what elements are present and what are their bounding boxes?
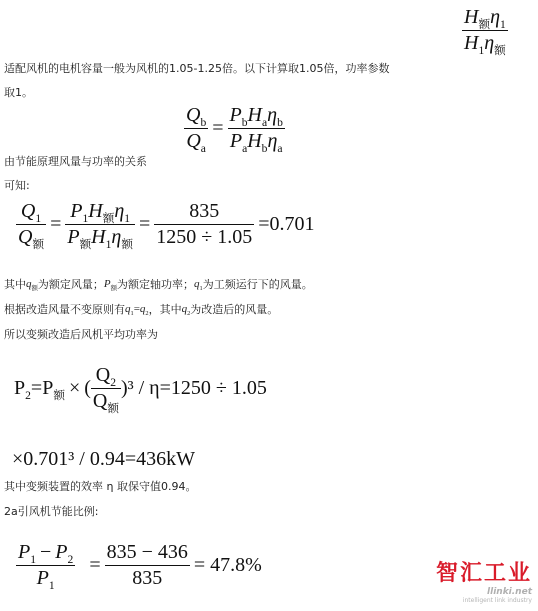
subscript-1: 1 [35, 212, 42, 226]
subscript-1: 1 [478, 44, 485, 58]
subscript-rated: 额 [478, 18, 491, 32]
subscript-1: 1 [48, 579, 55, 593]
fraction-bar [154, 224, 254, 225]
symbol-q: Q [95, 364, 111, 386]
subscript-1: 1 [130, 309, 134, 317]
paragraph-motor-capacity: 适配风机的电机容量一般为风机的1.05-1.25倍。以下计算取1.05倍，功率参数 [4, 62, 390, 75]
subscript-1: 1 [105, 238, 112, 252]
note-efficiency: 其中变频装置的效率 η 取保守值0.94。 [4, 480, 197, 493]
subscript-1: 1 [82, 212, 89, 226]
symbol-h: H [247, 130, 262, 152]
subscript-1: 1 [30, 553, 37, 567]
subscript-b: b [241, 116, 248, 130]
fraction-bar [105, 565, 190, 566]
paragraph-take-one: 取1。 [4, 86, 33, 99]
equals-sign: = [133, 303, 140, 315]
subscript-rated: 额 [53, 389, 65, 403]
formula-flow-power [184, 104, 285, 156]
symbol-q1 [194, 277, 203, 293]
symbol-q-small: q [194, 278, 200, 290]
symbol-q-small: q [181, 303, 188, 315]
paragraph-known: 可知: [4, 179, 30, 192]
symbol-p: P [103, 278, 111, 290]
minus-sign: − [40, 541, 52, 563]
subscript-a: a [242, 142, 248, 156]
equals-sign: = [89, 554, 101, 576]
subscript-b: b [200, 116, 207, 130]
subscript-2: 2 [187, 309, 191, 317]
symbol-h: H [464, 32, 479, 54]
paragraph-energy-principle: 由节能原理风量与功率的关系 [4, 155, 147, 168]
symbol-q: Q [92, 390, 108, 412]
symbol-p: P [229, 130, 243, 152]
logo-domain: llinki.net [487, 587, 532, 597]
formula-saving-ratio [16, 541, 266, 593]
note-text: ，其中 [148, 303, 182, 316]
symbol-p2 [14, 377, 31, 403]
param-fraction [462, 6, 508, 58]
symbol-q: Q [186, 130, 201, 152]
symbol-q: Q [186, 104, 201, 126]
symbol-q: Q [20, 200, 36, 222]
subscript-rated: 额 [31, 284, 38, 292]
value-835: 835 [189, 200, 220, 222]
symbol-q-small: q [125, 303, 131, 315]
note-saving-ratio-heading: 2a引风机节能比例: [4, 505, 99, 518]
symbol-p: P [42, 377, 54, 399]
symbol-p-rated [42, 377, 65, 403]
formula-flow-ratio [16, 200, 319, 252]
logo-tagline: intelligent link industry [462, 597, 532, 604]
result-0701: =0.701 [258, 213, 315, 235]
symbol-q: Q [18, 226, 33, 248]
fraction-bar [16, 224, 46, 225]
symbol-eta: η [267, 130, 278, 152]
symbol-p: P [70, 200, 83, 222]
note-text: 为额定轴功率； [117, 278, 195, 291]
symbol-eta: η [267, 104, 278, 126]
symbol-h: H [91, 226, 106, 248]
symbol-eta: η [490, 6, 500, 28]
fraction-bar [16, 565, 75, 566]
symbol-q-small: q [139, 303, 146, 315]
symbol-q-small: q [26, 278, 32, 290]
times-sign: × [68, 377, 81, 399]
symbol-h: H [464, 6, 479, 28]
subscript-2: 2 [110, 376, 117, 390]
result-478-percent: = 47.8% [193, 554, 262, 576]
subscript-rated: 额 [494, 44, 506, 58]
subscript-1: 1 [124, 212, 131, 226]
symbol-p: P [36, 567, 49, 589]
subscript-a: a [200, 142, 206, 156]
symbol-h: H [247, 104, 262, 126]
note-text: 根据改造风量不变原则有 [4, 303, 125, 316]
symbol-p: P [55, 541, 68, 563]
note-symbol-definitions [4, 277, 313, 293]
subscript-rated: 额 [107, 402, 119, 416]
subscript-2: 2 [145, 309, 149, 317]
note-text: 为工频运行下的风量。 [202, 278, 313, 291]
note-constant-flow [4, 302, 278, 318]
equals-sign: = [50, 213, 62, 235]
fraction-bar [91, 388, 121, 389]
subscript-rated: 额 [32, 238, 45, 252]
symbol-eta: η [111, 226, 122, 248]
symbol-p: P [14, 377, 26, 399]
note-text: 为额定风量； [37, 278, 104, 291]
symbol-q2 [182, 302, 191, 318]
symbol-h: H [88, 200, 103, 222]
subscript-b: b [277, 116, 283, 130]
symbol-p: P [18, 541, 31, 563]
subscript-2: 2 [67, 553, 74, 567]
formula-p2-continued: ×0.701³ / 0.94=436kW [12, 448, 195, 470]
symbol-p-rated [104, 277, 117, 293]
note-average-power: 所以变频改造后风机平均功率为 [4, 328, 158, 341]
equation-q1-q2 [125, 302, 149, 318]
value-835: 835 [132, 567, 163, 589]
subscript-rated: 额 [79, 238, 92, 252]
left-paren: ( [84, 377, 91, 399]
subscript-rated: 额 [102, 212, 115, 226]
logo-title: 智汇工业 [435, 561, 532, 586]
watermark-logo [428, 556, 532, 604]
note-text: 为改造后的风量。 [190, 303, 279, 316]
symbol-q-rated [26, 277, 38, 293]
equals-sign: = [212, 117, 224, 139]
subscript-2: 2 [25, 389, 31, 403]
symbol-p: P [229, 104, 242, 126]
subscript-b: b [261, 142, 268, 156]
equals-sign: = [138, 213, 151, 235]
subscript-a: a [277, 142, 283, 156]
subscript-rated: 额 [121, 238, 133, 252]
subscript-1: 1 [499, 18, 506, 32]
value-1250-div-105: 1250 ÷ 1.05 [156, 226, 253, 248]
formula-p2-tail: )³ / η=1250 ÷ 1.05 [120, 377, 267, 399]
subscript-a: a [262, 116, 268, 130]
symbol-eta: η [484, 32, 495, 54]
symbol-p: P [67, 226, 80, 248]
note-text: 其中 [4, 278, 26, 291]
symbol-eta: η [114, 200, 125, 222]
subscript-rated: 额 [110, 284, 118, 292]
equals-sign: = [30, 377, 43, 399]
formula-p2 [14, 364, 267, 416]
subscript-1: 1 [199, 284, 203, 292]
value-835-minus-436: 835 − 436 [106, 541, 188, 563]
